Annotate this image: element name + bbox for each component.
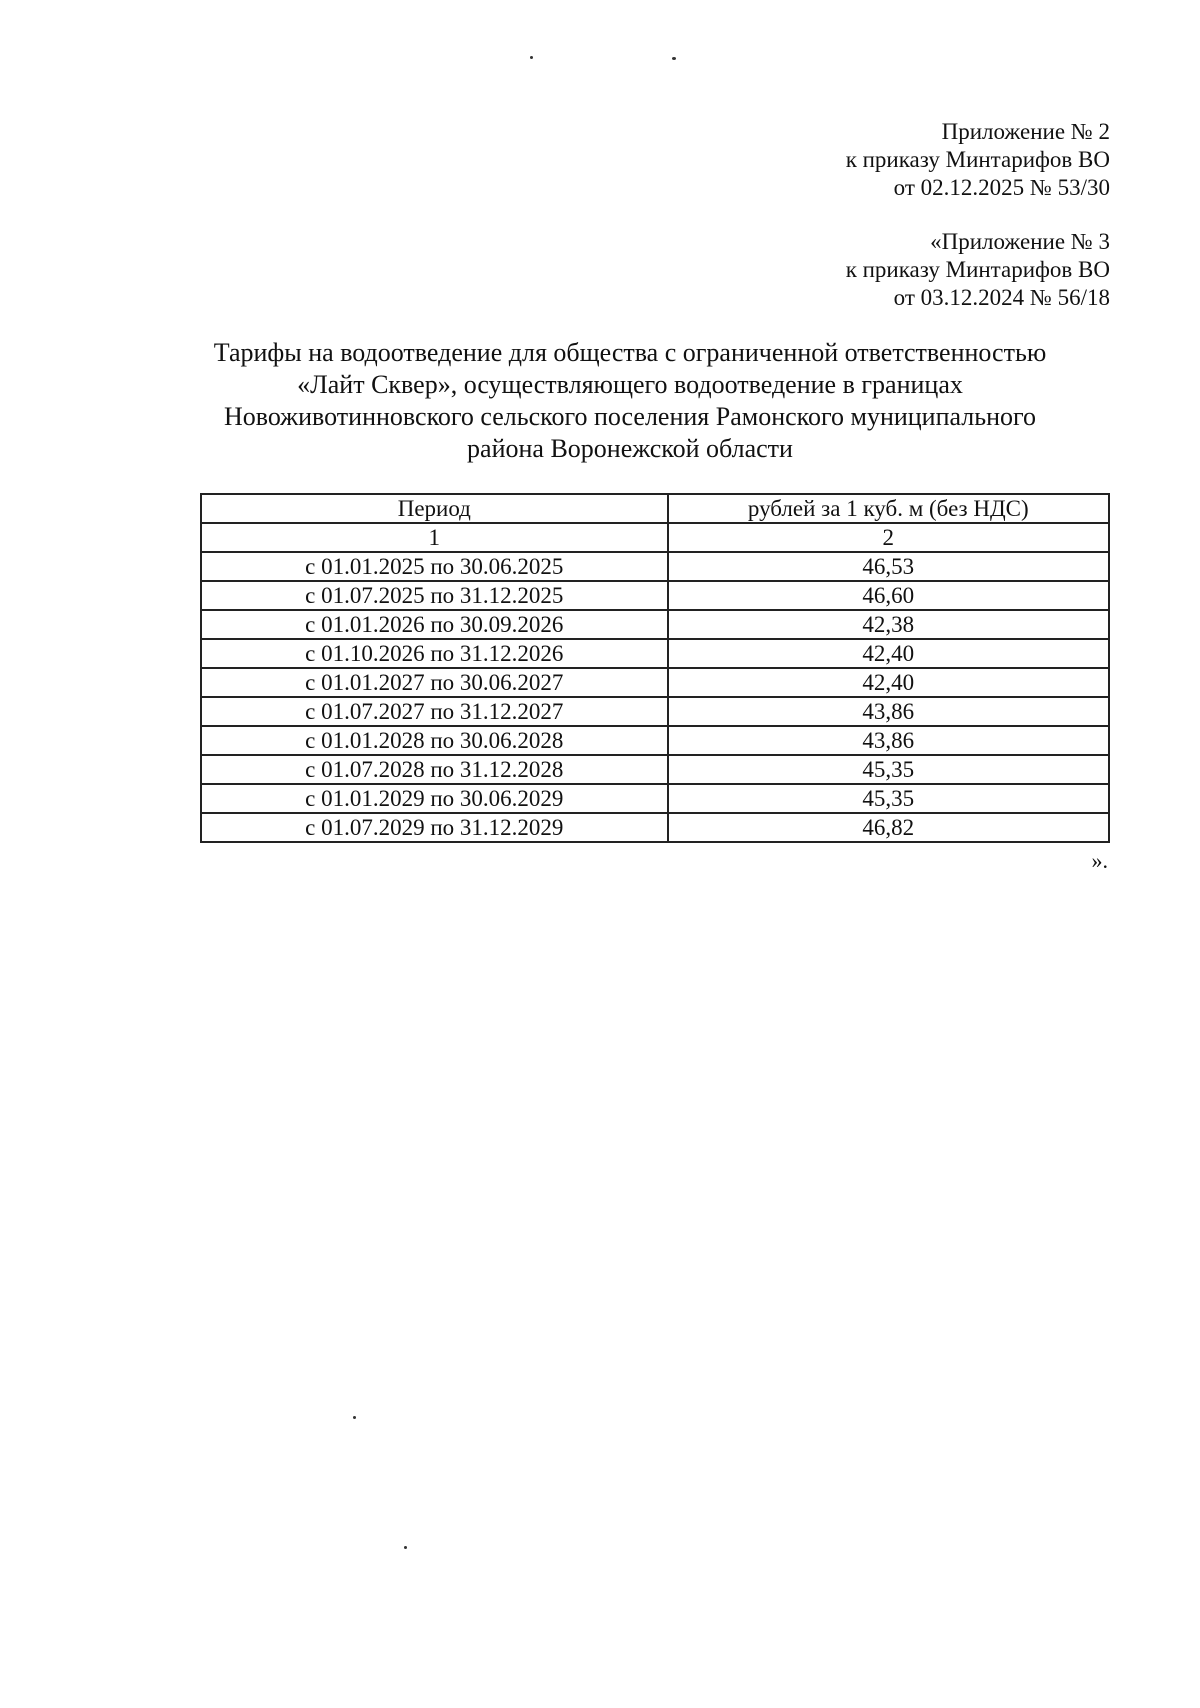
column-number-row	[201, 523, 1109, 552]
rate-cell: 46,60	[668, 581, 1109, 610]
scan-speck	[530, 56, 533, 59]
table-row	[201, 755, 1109, 784]
rate-cell: 42,38	[668, 610, 1109, 639]
header-period: Период	[201, 494, 668, 523]
appendix-2-header	[846, 118, 1110, 202]
table-row	[201, 697, 1109, 726]
table-row	[201, 581, 1109, 610]
rate-cell: 42,40	[668, 668, 1109, 697]
rate-cell: 43,86	[668, 726, 1109, 755]
title-line-2: «Лайт Сквер», осуществляющего водоотведение в границах	[297, 370, 963, 399]
period-cell: с 01.01.2026 по 30.09.2026	[201, 610, 668, 639]
scan-speck	[404, 1546, 407, 1549]
tariff-table	[200, 493, 1110, 843]
title-line-4: района Воронежской области	[467, 434, 793, 463]
table-row	[201, 639, 1109, 668]
period-cell: с 01.01.2027 по 30.06.2027	[201, 668, 668, 697]
table-row	[201, 726, 1109, 755]
period-cell: с 01.07.2025 по 31.12.2025	[201, 581, 668, 610]
rate-cell: 42,40	[668, 639, 1109, 668]
scan-speck	[672, 57, 676, 60]
column-number-2: 2	[668, 523, 1109, 552]
scan-speck	[353, 1416, 356, 1419]
appendix-2-line-3: от 02.12.2025 № 53/30	[893, 175, 1110, 200]
period-cell: с 01.07.2027 по 31.12.2027	[201, 697, 668, 726]
table-row	[201, 813, 1109, 842]
closing-quote-mark: ».	[1091, 848, 1108, 873]
rate-cell: 45,35	[668, 755, 1109, 784]
period-cell: с 01.07.2029 по 31.12.2029	[201, 813, 668, 842]
table-header-row	[201, 494, 1109, 523]
table-row	[201, 784, 1109, 813]
appendix-2-line-2: к приказу Минтарифов ВО	[845, 147, 1110, 172]
period-cell: с 01.01.2028 по 30.06.2028	[201, 726, 668, 755]
header-rate: рублей за 1 куб. м (без НДС)	[668, 494, 1109, 523]
table-row	[201, 668, 1109, 697]
column-number-1: 1	[201, 523, 668, 552]
appendix-3-line-1: «Приложение № 3	[930, 229, 1110, 254]
title-line-1: Тарифы на водоотведение для общества с ограниченной ответственностью	[213, 338, 1047, 367]
rate-cell: 45,35	[668, 784, 1109, 813]
period-cell: с 01.07.2028 по 31.12.2028	[201, 755, 668, 784]
rate-cell: 46,53	[668, 552, 1109, 581]
rate-cell: 46,82	[668, 813, 1109, 842]
period-cell: с 01.01.2025 по 30.06.2025	[201, 552, 668, 581]
rate-cell: 43,86	[668, 697, 1109, 726]
period-cell: с 01.10.2026 по 31.12.2026	[201, 639, 668, 668]
appendix-3-header	[846, 228, 1110, 312]
appendix-3-line-2: к приказу Минтарифов ВО	[845, 257, 1110, 282]
title-line-3: Новоживотинновского сельского поселения Рамонского муниципального	[223, 402, 1037, 431]
appendix-3-line-3: от 03.12.2024 № 56/18	[893, 285, 1110, 310]
appendix-2-line-1: Приложение № 2	[941, 119, 1110, 144]
document-title	[150, 337, 1110, 465]
table-row	[201, 552, 1109, 581]
period-cell: с 01.01.2029 по 30.06.2029	[201, 784, 668, 813]
table-row	[201, 610, 1109, 639]
